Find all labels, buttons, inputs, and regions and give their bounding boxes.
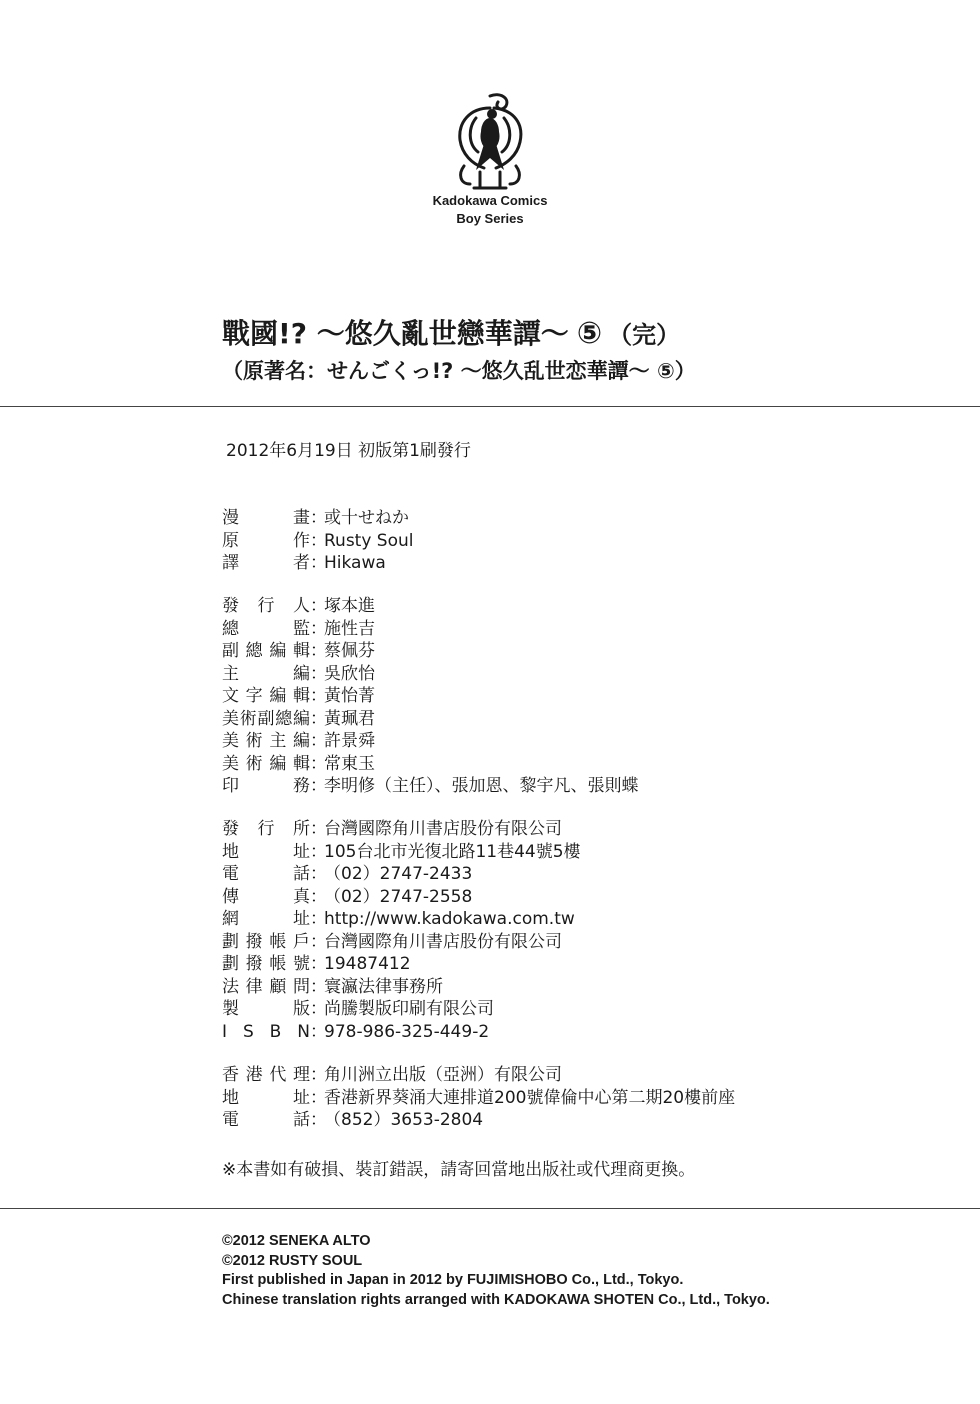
label-separator: ：: [310, 954, 327, 974]
hongkong-row: [222, 1087, 735, 1110]
hongkong-row: [222, 1109, 735, 1132]
staff-row: [222, 753, 639, 776]
staff-row: [222, 595, 639, 618]
label-separator: ：: [310, 641, 327, 661]
credits-label: 譯 者: [222, 553, 310, 573]
label-separator: ：: [310, 686, 327, 706]
publisher-label: 劃 撥 帳 號: [222, 954, 310, 974]
publisher-row: [222, 998, 581, 1021]
hongkong-label: 電 話: [222, 1110, 310, 1130]
label-separator: ：: [310, 1087, 327, 1108]
staff-value: 黃珮君: [324, 708, 375, 729]
divider-bottom: [0, 1208, 980, 1209]
credits-value: Hikawa: [324, 553, 386, 573]
staff-label: 總 監: [222, 618, 310, 639]
publisher-value: 978-986-325-449-2: [324, 1021, 490, 1042]
label-separator: ：: [310, 931, 327, 952]
label-separator: ：: [310, 864, 327, 884]
staff-row: [222, 685, 639, 708]
staff-label: 主 編: [222, 663, 310, 684]
hongkong-row: [222, 1064, 735, 1087]
staff-row: [222, 640, 639, 663]
publisher-row: [222, 976, 581, 999]
label-separator: ：: [310, 731, 327, 751]
book-title-text: 戰國!? ～悠久亂世戀華譚～: [222, 317, 569, 350]
hongkong-value: 香港新界葵涌大連排道200號偉倫中心第二期20樓前座: [324, 1087, 736, 1108]
imprint-line-2: Boy Series: [456, 211, 524, 226]
publisher-row: [222, 841, 581, 864]
staff-label: 美 術 副 總 編: [222, 708, 310, 729]
copyright-line: ©2012 RUSTY SOUL: [222, 1252, 363, 1269]
publisher-label: 劃 撥 帳 戶: [222, 931, 310, 952]
publisher-value: 105台北市光復北路11巷44號5樓: [324, 841, 581, 862]
hongkong-label: 地 址: [222, 1087, 310, 1108]
divider-top: [0, 406, 980, 407]
publisher-value: （02）2747-2433: [324, 864, 473, 884]
staff-value: 施性吉: [324, 618, 375, 639]
publisher-row: [222, 818, 581, 841]
label-separator: ：: [310, 753, 327, 774]
label-separator: ：: [310, 1110, 327, 1130]
hongkong-value: 角川洲立出版（亞洲）有限公司: [324, 1065, 562, 1085]
label-separator: ：: [310, 618, 327, 639]
label-separator: ：: [310, 708, 327, 729]
publisher-label: 地 址: [222, 841, 310, 862]
credits-label: 原 作: [222, 530, 310, 551]
label-separator: ：: [310, 819, 327, 839]
credits-value: 或十せねか: [324, 508, 409, 528]
staff-value: 許景舜: [324, 731, 375, 751]
label-separator: ：: [310, 909, 327, 929]
publisher-label: 傳 真: [222, 886, 310, 907]
copyright-line: First published in Japan in 2012 by FUJIMISHOBO Co., Ltd., Tokyo.: [222, 1272, 684, 1288]
credits-row: [222, 507, 414, 530]
publisher-value: 19487412: [324, 954, 411, 974]
label-separator: ：: [310, 999, 327, 1019]
publisher-value: 台灣國際角川書店股份有限公司: [324, 819, 562, 839]
staff-value: 常東玉: [324, 753, 375, 774]
publisher-row: [222, 953, 581, 976]
label-separator: ：: [310, 508, 327, 528]
hongkong-label: 香 港 代 理: [222, 1065, 310, 1085]
publisher-value: 寰瀛法律事務所: [324, 976, 443, 997]
copyright-block: [222, 1232, 770, 1310]
imprint-label: [390, 192, 590, 228]
publisher-label: 網 址: [222, 909, 310, 929]
hongkong-agent-list: [222, 1064, 735, 1132]
label-separator: ：: [310, 1065, 327, 1085]
phoenix-logo-icon: [440, 88, 540, 196]
credits-row: [222, 530, 414, 553]
staff-value: 蔡佩芬: [324, 641, 375, 661]
staff-list: [222, 595, 639, 798]
label-separator: ：: [310, 553, 327, 573]
label-separator: ：: [310, 841, 327, 862]
copyright-line: Chinese translation rights arranged with KADOKAWA SHOTEN Co., Ltd., Tokyo.: [222, 1291, 770, 1308]
staff-label: 美 術 編 輯: [222, 753, 310, 774]
publisher-row: [222, 1021, 581, 1044]
copyright-line: ©2012 SENEKA ALTO: [222, 1233, 371, 1249]
label-separator: ：: [310, 530, 327, 551]
publisher-label: 發 行 所: [222, 819, 310, 839]
volume-number: ⑤: [576, 316, 603, 351]
staff-label: 副 總 編 輯: [222, 641, 310, 661]
staff-row: [222, 663, 639, 686]
publisher-info-list: [222, 818, 581, 1043]
staff-row: [222, 775, 639, 798]
staff-value: 吳欣怡: [324, 663, 375, 684]
publisher-label: 製 版: [222, 999, 310, 1019]
damage-notice: ※本書如有破損、裝訂錯誤，請寄回當地出版社或代理商更換。: [222, 1160, 696, 1180]
imprint-line-1: Kadokawa Comics: [432, 193, 548, 208]
credits-list: [222, 507, 414, 575]
staff-label: 印 務: [222, 776, 310, 796]
label-separator: ：: [310, 976, 327, 997]
staff-label: 文 字 編 輯: [222, 686, 310, 706]
staff-value: 黃怡菁: [324, 686, 375, 706]
publisher-value: 尚騰製版印刷有限公司: [324, 999, 494, 1019]
hongkong-value: （852）3653-2804: [324, 1110, 484, 1130]
label-separator: ：: [310, 1021, 327, 1042]
credits-value: Rusty Soul: [324, 530, 414, 551]
label-separator: ：: [310, 663, 327, 684]
staff-value: 李明修（主任）、張加恩、黎宇凡、張則蝶: [324, 776, 639, 796]
staff-label: 發 行 人: [222, 596, 310, 616]
label-separator: ：: [310, 886, 327, 907]
book-title: [222, 312, 680, 352]
publisher-row: [222, 863, 581, 886]
label-separator: ：: [310, 596, 327, 616]
publication-date: 2012年6月19日 初版第1刷發行: [226, 441, 471, 461]
publisher-value: （02）2747-2558: [324, 886, 473, 907]
credits-row: [222, 552, 414, 575]
staff-value: 塚本進: [324, 596, 375, 616]
publisher-row: [222, 908, 581, 931]
staff-label: 美 術 主 編: [222, 731, 310, 751]
publisher-value: 台灣國際角川書店股份有限公司: [324, 931, 562, 952]
staff-row: [222, 708, 639, 731]
publisher-label: I S B N: [222, 1021, 310, 1042]
original-title: （原著名：せんごくっ!? ～悠久乱世恋華譚～ ⑤）: [222, 359, 696, 383]
publisher-value: http://www.kadokawa.com.tw: [324, 909, 575, 929]
publisher-label: 電 話: [222, 864, 310, 884]
staff-row: [222, 618, 639, 641]
publisher-row: [222, 886, 581, 909]
staff-row: [222, 730, 639, 753]
publisher-label: 法 律 顧 問: [222, 976, 310, 997]
publisher-row: [222, 931, 581, 954]
credits-label: 漫 畫: [222, 508, 310, 528]
label-separator: ：: [310, 776, 327, 796]
complete-mark: （完）: [608, 321, 681, 349]
